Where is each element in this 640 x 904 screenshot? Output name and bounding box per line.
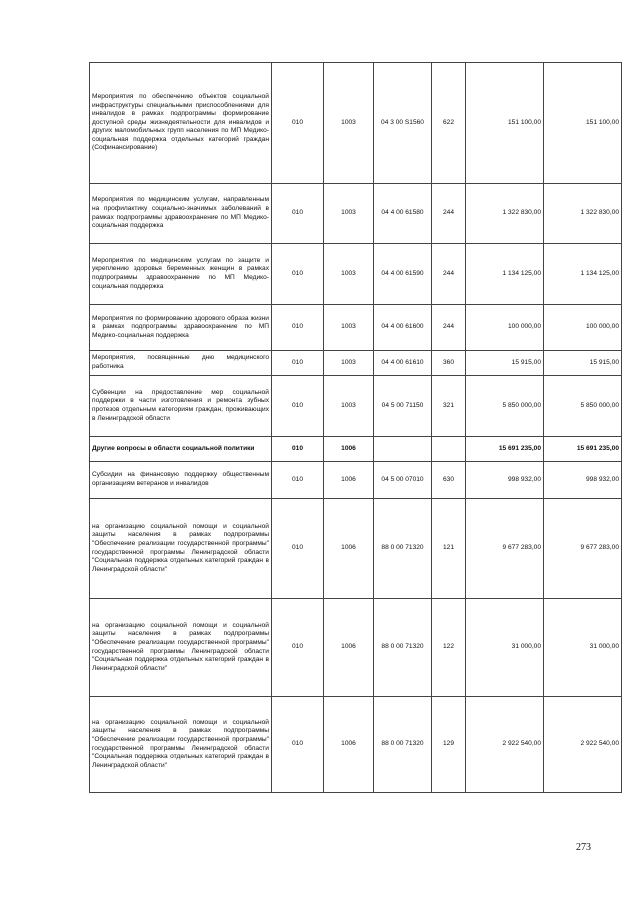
table-row bbox=[90, 63, 622, 184]
row-amount: 1 134 125,00 bbox=[466, 244, 544, 305]
row-admin-code: 010 bbox=[272, 599, 324, 697]
row-section-code: 1006 bbox=[324, 697, 374, 793]
row-description: Другие вопросы в области социальной политики bbox=[90, 437, 272, 462]
row-amount: 15 915,00 bbox=[466, 351, 544, 376]
row-section-code: 1003 bbox=[324, 305, 374, 351]
row-admin-code: 010 bbox=[272, 462, 324, 499]
table-row bbox=[90, 376, 622, 437]
row-amount: 9 677 283,00 bbox=[466, 499, 544, 599]
row-expense-type: 122 bbox=[432, 599, 466, 697]
row-target-article: 04 5 00 71150 bbox=[374, 376, 432, 437]
row-description: Мероприятия по формированию здорового образа жизни в рамках подпрограммы здравоохранение по МП Медико-социальная поддержка bbox=[90, 305, 272, 351]
row-expense-type: 244 bbox=[432, 244, 466, 305]
row-description: Мероприятия, посвященные дню медицинского работника bbox=[90, 351, 272, 376]
row-expense-type: 630 bbox=[432, 462, 466, 499]
row-target-article: 04 3 00 S1560 bbox=[374, 63, 432, 184]
row-admin-code: 010 bbox=[272, 184, 324, 244]
row-expense-type: 121 bbox=[432, 499, 466, 599]
row-admin-code: 010 bbox=[272, 376, 324, 437]
row-section-code: 1006 bbox=[324, 599, 374, 697]
row-description: на организацию социальной помощи и социальной защиты населения в рамках подпрограммы "Обеспечение реализации государственной программы" государственной программы Ленинградской области "Социальная поддержка отдельных категорий граждан в Ленинградской области" bbox=[90, 697, 272, 793]
table-row bbox=[90, 462, 622, 499]
row-amount: 100 000,00 bbox=[466, 305, 544, 351]
row-amount-total: 5 850 000,00 bbox=[544, 376, 622, 437]
section-total-row bbox=[90, 437, 622, 462]
row-section-code: 1006 bbox=[324, 462, 374, 499]
row-target-article: 88 0 00 71320 bbox=[374, 599, 432, 697]
row-section-code: 1003 bbox=[324, 244, 374, 305]
row-target-article bbox=[374, 437, 432, 462]
row-section-code: 1003 bbox=[324, 376, 374, 437]
row-section-code: 1006 bbox=[324, 499, 374, 599]
table-row bbox=[90, 305, 622, 351]
table-row bbox=[90, 244, 622, 305]
row-admin-code: 010 bbox=[272, 437, 324, 462]
row-section-code: 1006 bbox=[324, 437, 374, 462]
row-section-code: 1003 bbox=[324, 184, 374, 244]
row-target-article: 04 4 00 61600 bbox=[374, 305, 432, 351]
row-target-article: 04 5 00 07010 bbox=[374, 462, 432, 499]
row-amount: 998 932,00 bbox=[466, 462, 544, 499]
table-row bbox=[90, 184, 622, 244]
row-target-article: 04 4 00 61610 bbox=[374, 351, 432, 376]
table-row bbox=[90, 351, 622, 376]
table-row bbox=[90, 697, 622, 793]
row-expense-type: 244 bbox=[432, 305, 466, 351]
row-expense-type: 244 bbox=[432, 184, 466, 244]
row-amount-total: 2 922 540,00 bbox=[544, 697, 622, 793]
row-description: Субсидии на финансовую поддержку общественным организациям ветеранов и инвалидов bbox=[90, 462, 272, 499]
row-admin-code: 010 bbox=[272, 697, 324, 793]
row-amount: 2 922 540,00 bbox=[466, 697, 544, 793]
row-description: Субвенции на предоставление мер социальной поддержки в части изготовления и ремонта зубных протезов отдельным категориям граждан, проживающих в Ленинградской области bbox=[90, 376, 272, 437]
row-amount-total: 100 000,00 bbox=[544, 305, 622, 351]
page-number: 273 bbox=[576, 842, 591, 853]
row-amount-total: 151 100,00 bbox=[544, 63, 622, 184]
row-amount-total: 15 915,00 bbox=[544, 351, 622, 376]
table-row bbox=[90, 499, 622, 599]
row-description: Мероприятия по медицинским услугам, направленным на профилактику социально-значимых заболеваний в рамках подпрограммы здравоохранение по МП Медико-социальная поддержка bbox=[90, 184, 272, 244]
row-expense-type: 321 bbox=[432, 376, 466, 437]
row-description: Мероприятия по обеспечению объектов социальной инфраструктуры специальными приспособлениями для инвалидов в рамках подпрограммы формирование доступной среды жизнедеятельности для инвалидов и других маломобильных групп населения по МП Медико-социальная поддержка отдельных категорий граждан (Софинансирование) bbox=[90, 63, 272, 184]
row-section-code: 1003 bbox=[324, 63, 374, 184]
row-amount-total: 15 691 235,00 bbox=[544, 437, 622, 462]
row-expense-type bbox=[432, 437, 466, 462]
row-amount-total: 31 000,00 bbox=[544, 599, 622, 697]
budget-table bbox=[89, 62, 622, 793]
table-row bbox=[90, 599, 622, 697]
row-expense-type: 360 bbox=[432, 351, 466, 376]
row-section-code: 1003 bbox=[324, 351, 374, 376]
row-target-article: 04 4 00 61580 bbox=[374, 184, 432, 244]
row-amount-total: 9 677 283,00 bbox=[544, 499, 622, 599]
row-target-article: 88 0 00 71320 bbox=[374, 499, 432, 599]
row-admin-code: 010 bbox=[272, 244, 324, 305]
row-description: на организацию социальной помощи и социальной защиты населения в рамках подпрограммы "Обеспечение реализации государственной программы" государственной программы Ленинградской области "Социальная поддержка отдельных категорий граждан в Ленинградской области" bbox=[90, 599, 272, 697]
row-amount: 31 000,00 bbox=[466, 599, 544, 697]
row-admin-code: 010 bbox=[272, 499, 324, 599]
row-amount: 5 850 000,00 bbox=[466, 376, 544, 437]
row-target-article: 88 0 00 71320 bbox=[374, 697, 432, 793]
row-target-article: 04 4 00 61590 bbox=[374, 244, 432, 305]
row-expense-type: 129 bbox=[432, 697, 466, 793]
row-expense-type: 622 bbox=[432, 63, 466, 184]
row-amount: 1 322 830,00 bbox=[466, 184, 544, 244]
row-amount-total: 1 322 830,00 bbox=[544, 184, 622, 244]
row-description: Мероприятия по медицинским услугам по защите и укреплению здоровья беременных женщин в рамках подпрограммы здравоохранение по МП Медико-социальная поддержка bbox=[90, 244, 272, 305]
row-amount-total: 1 134 125,00 bbox=[544, 244, 622, 305]
row-amount: 151 100,00 bbox=[466, 63, 544, 184]
row-admin-code: 010 bbox=[272, 351, 324, 376]
row-admin-code: 010 bbox=[272, 63, 324, 184]
row-admin-code: 010 bbox=[272, 305, 324, 351]
row-amount-total: 998 932,00 bbox=[544, 462, 622, 499]
row-amount: 15 691 235,00 bbox=[466, 437, 544, 462]
row-description: на организацию социальной помощи и социальной защиты населения в рамках подпрограммы "Обеспечение реализации государственной программы" государственной программы Ленинградской области "Социальная поддержка отдельных категорий граждан в Ленинградской области" bbox=[90, 499, 272, 599]
